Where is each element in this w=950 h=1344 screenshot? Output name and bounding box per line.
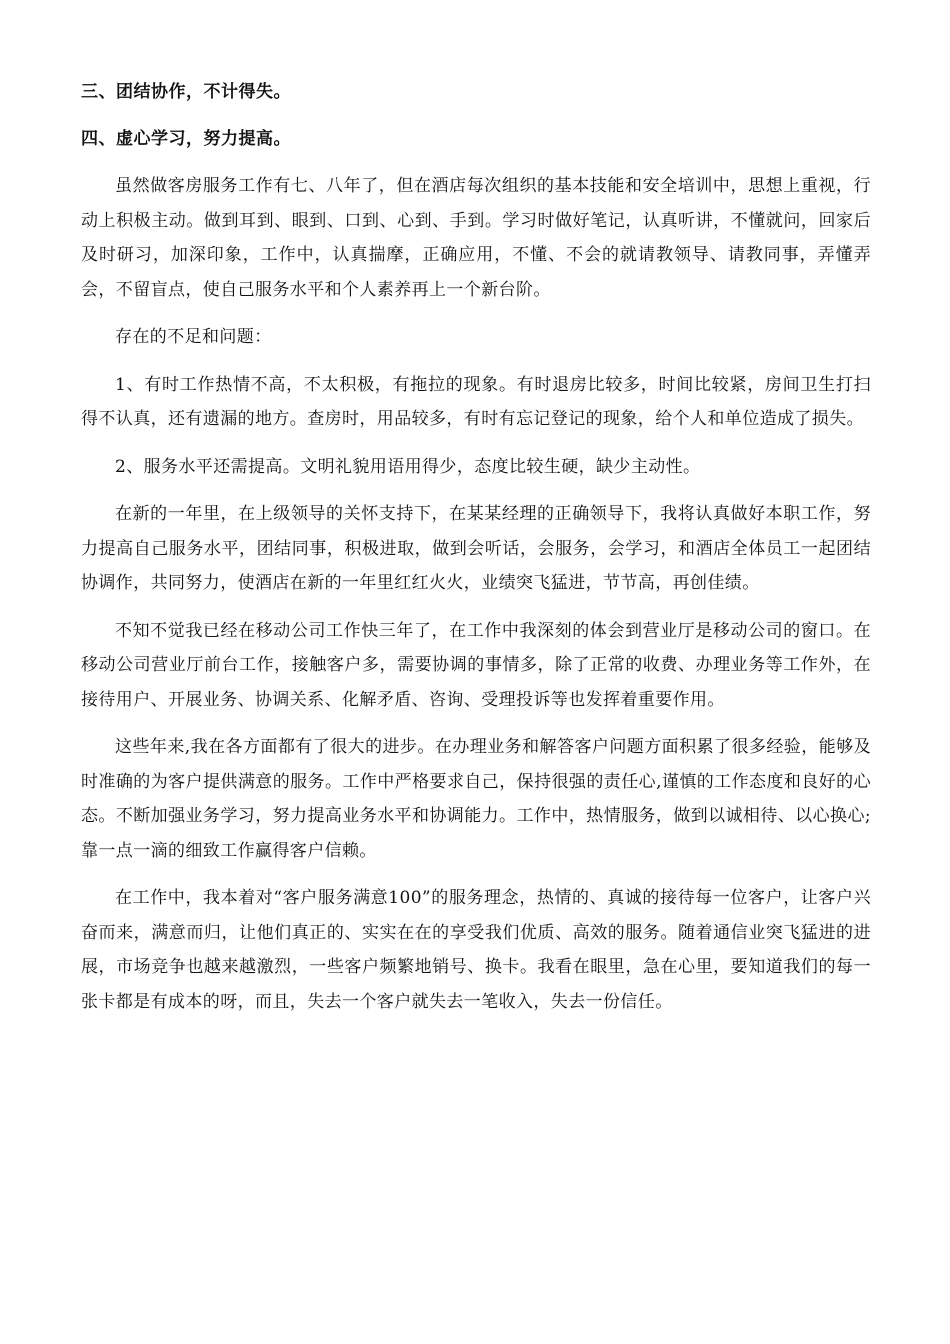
paragraph-mobile-intro: 不知不觉我已经在移动公司工作快三年了，在工作中我深刻的体会到营业厅是移动公司的窗口。在移动公司营业厅前台工作，接触客户多，需要协调的事情多，除了正常的收费、办理业务等工作外，在接待用户、开展业务、协调关系、化解矛盾、咨询、受理投诉等也发挥着重要作用。 [81,620,871,710]
paragraph-shortcoming-2: 2、服务水平还需提高。文明礼貌用语用得少，态度比较生硬，缺少主动性。 [115,456,701,477]
paragraph-shortcomings-title: 存在的不足和问题： [115,327,272,347]
document-body [81,75,871,1032]
paragraph-training: 虽然做客房服务工作有七、八年了，但在酒店每次组织的基本技能和安全培训中，思想上重视，行动上积极主动。做到耳到、眼到、口到、心到、手到。学习时做好笔记，认真听讲，不懂就问，回家后及时研习，加深印象，工作中，认真揣摩，正确应用，不懂、不会的就请教领导、请教同事，弄懂弄会，不留盲点，使自己服务水平和个人素养再上一个新台阶。 [81,176,871,300]
section-heading-3: 三、团结协作，不计得失。 [81,82,291,102]
section-heading-4: 四、虚心学习，努力提高。 [81,129,291,149]
paragraph-shortcoming-1: 1、有时工作热情不高，不太积极，有拖拉的现象。有时退房比较多，时间比较紧，房间卫生打扫得不认真，还有遗漏的地方。查房时，用品较多，有时有忘记登记的现象，给个人和单位造成了损失。 [81,374,871,429]
paragraph-progress: 这些年来,我在各方面都有了很大的进步。在办理业务和解答客户问题方面积累了很多经验，能够及时准确的为客户提供满意的服务。工作中严格要求自己，保持很强的责任心,谨慎的工作态度和良好的心态。不断加强业务学习，努力提高业务水平和协调能力。工作中，热情服务，做到以诚相待、以心换心;靠一点一滴的细致工作赢得客户信赖。 [81,737,871,861]
paragraph-new-year-plan: 在新的一年里，在上级领导的关怀支持下，在某某经理的正确领导下，我将认真做好本职工作，努力提高自己服务水平，团结同事，积极进取，做到会听话，会服务，会学习，和酒店全体员工一起团结协调作，共同努力，使酒店在新的一年里红红火火，业绩突飞猛进，节节高，再创佳绩。 [81,504,871,593]
paragraph-service-concept: 在工作中，我本着对“客户服务满意100”的服务理念，热情的、真诚的接待每一位客户，让客户兴奋而来，满意而归，让他们真正的、实实在在的享受我们优质、高效的服务。随着通信业突飞猛进的进展，市场竞争也越来越激烈，一些客户频繁地销号、换卡。我看在眼里，急在心里，要知道我们的每一张卡都是有成本的呀，而且，失去一个客户就失去一笔收入，失去一份信任。 [81,888,871,1012]
